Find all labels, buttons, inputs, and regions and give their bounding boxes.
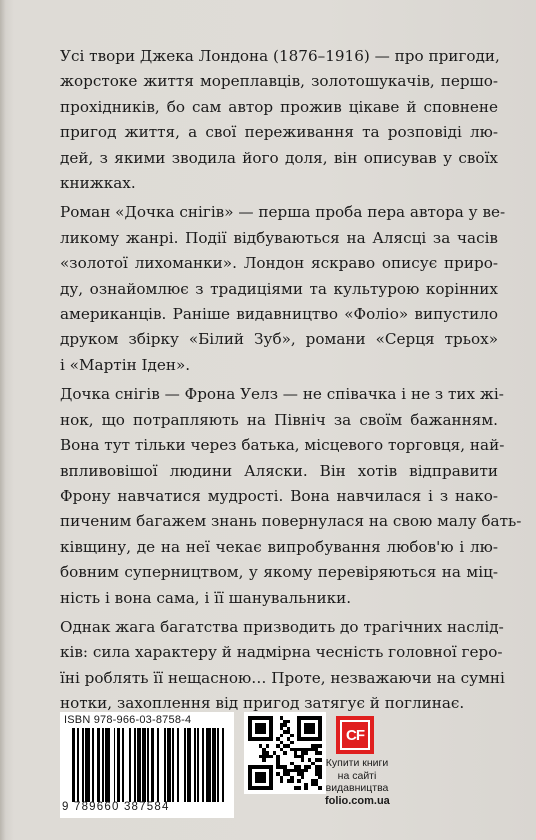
publisher-promo [325,757,389,807]
blurb-text-block [60,44,522,721]
blurb-line: Дочка снігів — Фрона Уелз — не співачка і не з тих жі- [60,385,504,404]
blurb-paragraph [60,382,522,611]
blurb-line: ків: сила характеру й надмірна чесність головної геро- [60,643,503,662]
qr-code-pattern [248,716,322,790]
blurb-line: друком збірку «Білий Зуб», романи «Серця трьох» [60,330,498,349]
blurb-line: жорстоке життя мореплавців, золотошукачів, першо- [60,72,498,91]
blurb-line: Вона тут тільки через батька, місцевого торговця, най- [60,436,505,455]
promo-line-3: видавництва [325,782,389,794]
blurb-line: ликому жанрі. Події відбуваються на Алясці за часів [60,228,498,247]
blurb-line: Однак жага багатства призводить до трагічних наслід- [60,617,504,636]
blurb-line: американців. Раніше видавництво «Фоліо» випустило [60,305,498,324]
blurb-line: дей, з якими зводила його доля, він описував у своїх [60,148,498,167]
isbn-barcode [60,712,234,818]
blurb-paragraph [60,44,498,196]
blurb-line: і «Мартін Іден». [60,355,191,374]
barcode-digits: 9 789660 387584 [62,801,170,813]
promo-line-1: Купити книги [325,757,389,769]
barcode-bars [72,728,226,802]
blurb-line: ність і вона сама, і її шанувальники. [60,588,352,607]
blurb-line: впливовішої людини Аляски. Він хотів відправити [60,461,498,480]
blurb-line: нок, що потрапляють на Північ за своїм бажанням. [60,410,498,429]
blurb-line: пиченим багажем знань повернулася на свою малу бать- [60,512,522,531]
blurb-line: Фрону навчатися мудрості. Вона навчилася і з нако- [60,486,498,505]
promo-line-2: на сайті [337,769,377,782]
blurb-paragraph [60,200,506,378]
blurb-line: пригод життя, а свої переживання та розповіді лю- [60,123,498,142]
blurb-line: бовним суперництвом, у якому перевіряються на міц- [60,563,498,582]
cover-spine-edge [0,0,6,840]
blurb-line: прохідників, бо сам автор прожив цікаве й сповнене [60,97,498,116]
publisher-logo [336,716,374,754]
blurb-paragraph [60,615,505,717]
blurb-line: Усі твори Джека Лондона (1876–1916) — про пригоди, [60,47,500,65]
blurb-line: книжках. [60,174,136,193]
isbn-label: ISBN 978-966-03-8758-4 [64,714,192,726]
qr-code[interactable] [244,712,326,794]
blurb-line: «золотої лихоманки». Лондон яскраво описує приро- [60,254,498,273]
blurb-line: нотки, захоплення від пригод затягує й поглинає. [60,694,465,713]
publisher-url-link[interactable]: folio.com.ua [325,794,390,807]
blurb-line: ківщину, де на неї чекає випробування любов'ю і лю- [60,537,498,556]
publisher-logo-mark: CF [340,720,370,750]
blurb-line: ду, ознайомлює з традиціями та культурою корінних [60,279,498,298]
blurb-line: Роман «Дочка снігів» — перша проба пера автора у ве- [60,203,506,222]
blurb-line: їні роблять її нещасною… Проте, незважаючи на сумні [60,668,505,687]
